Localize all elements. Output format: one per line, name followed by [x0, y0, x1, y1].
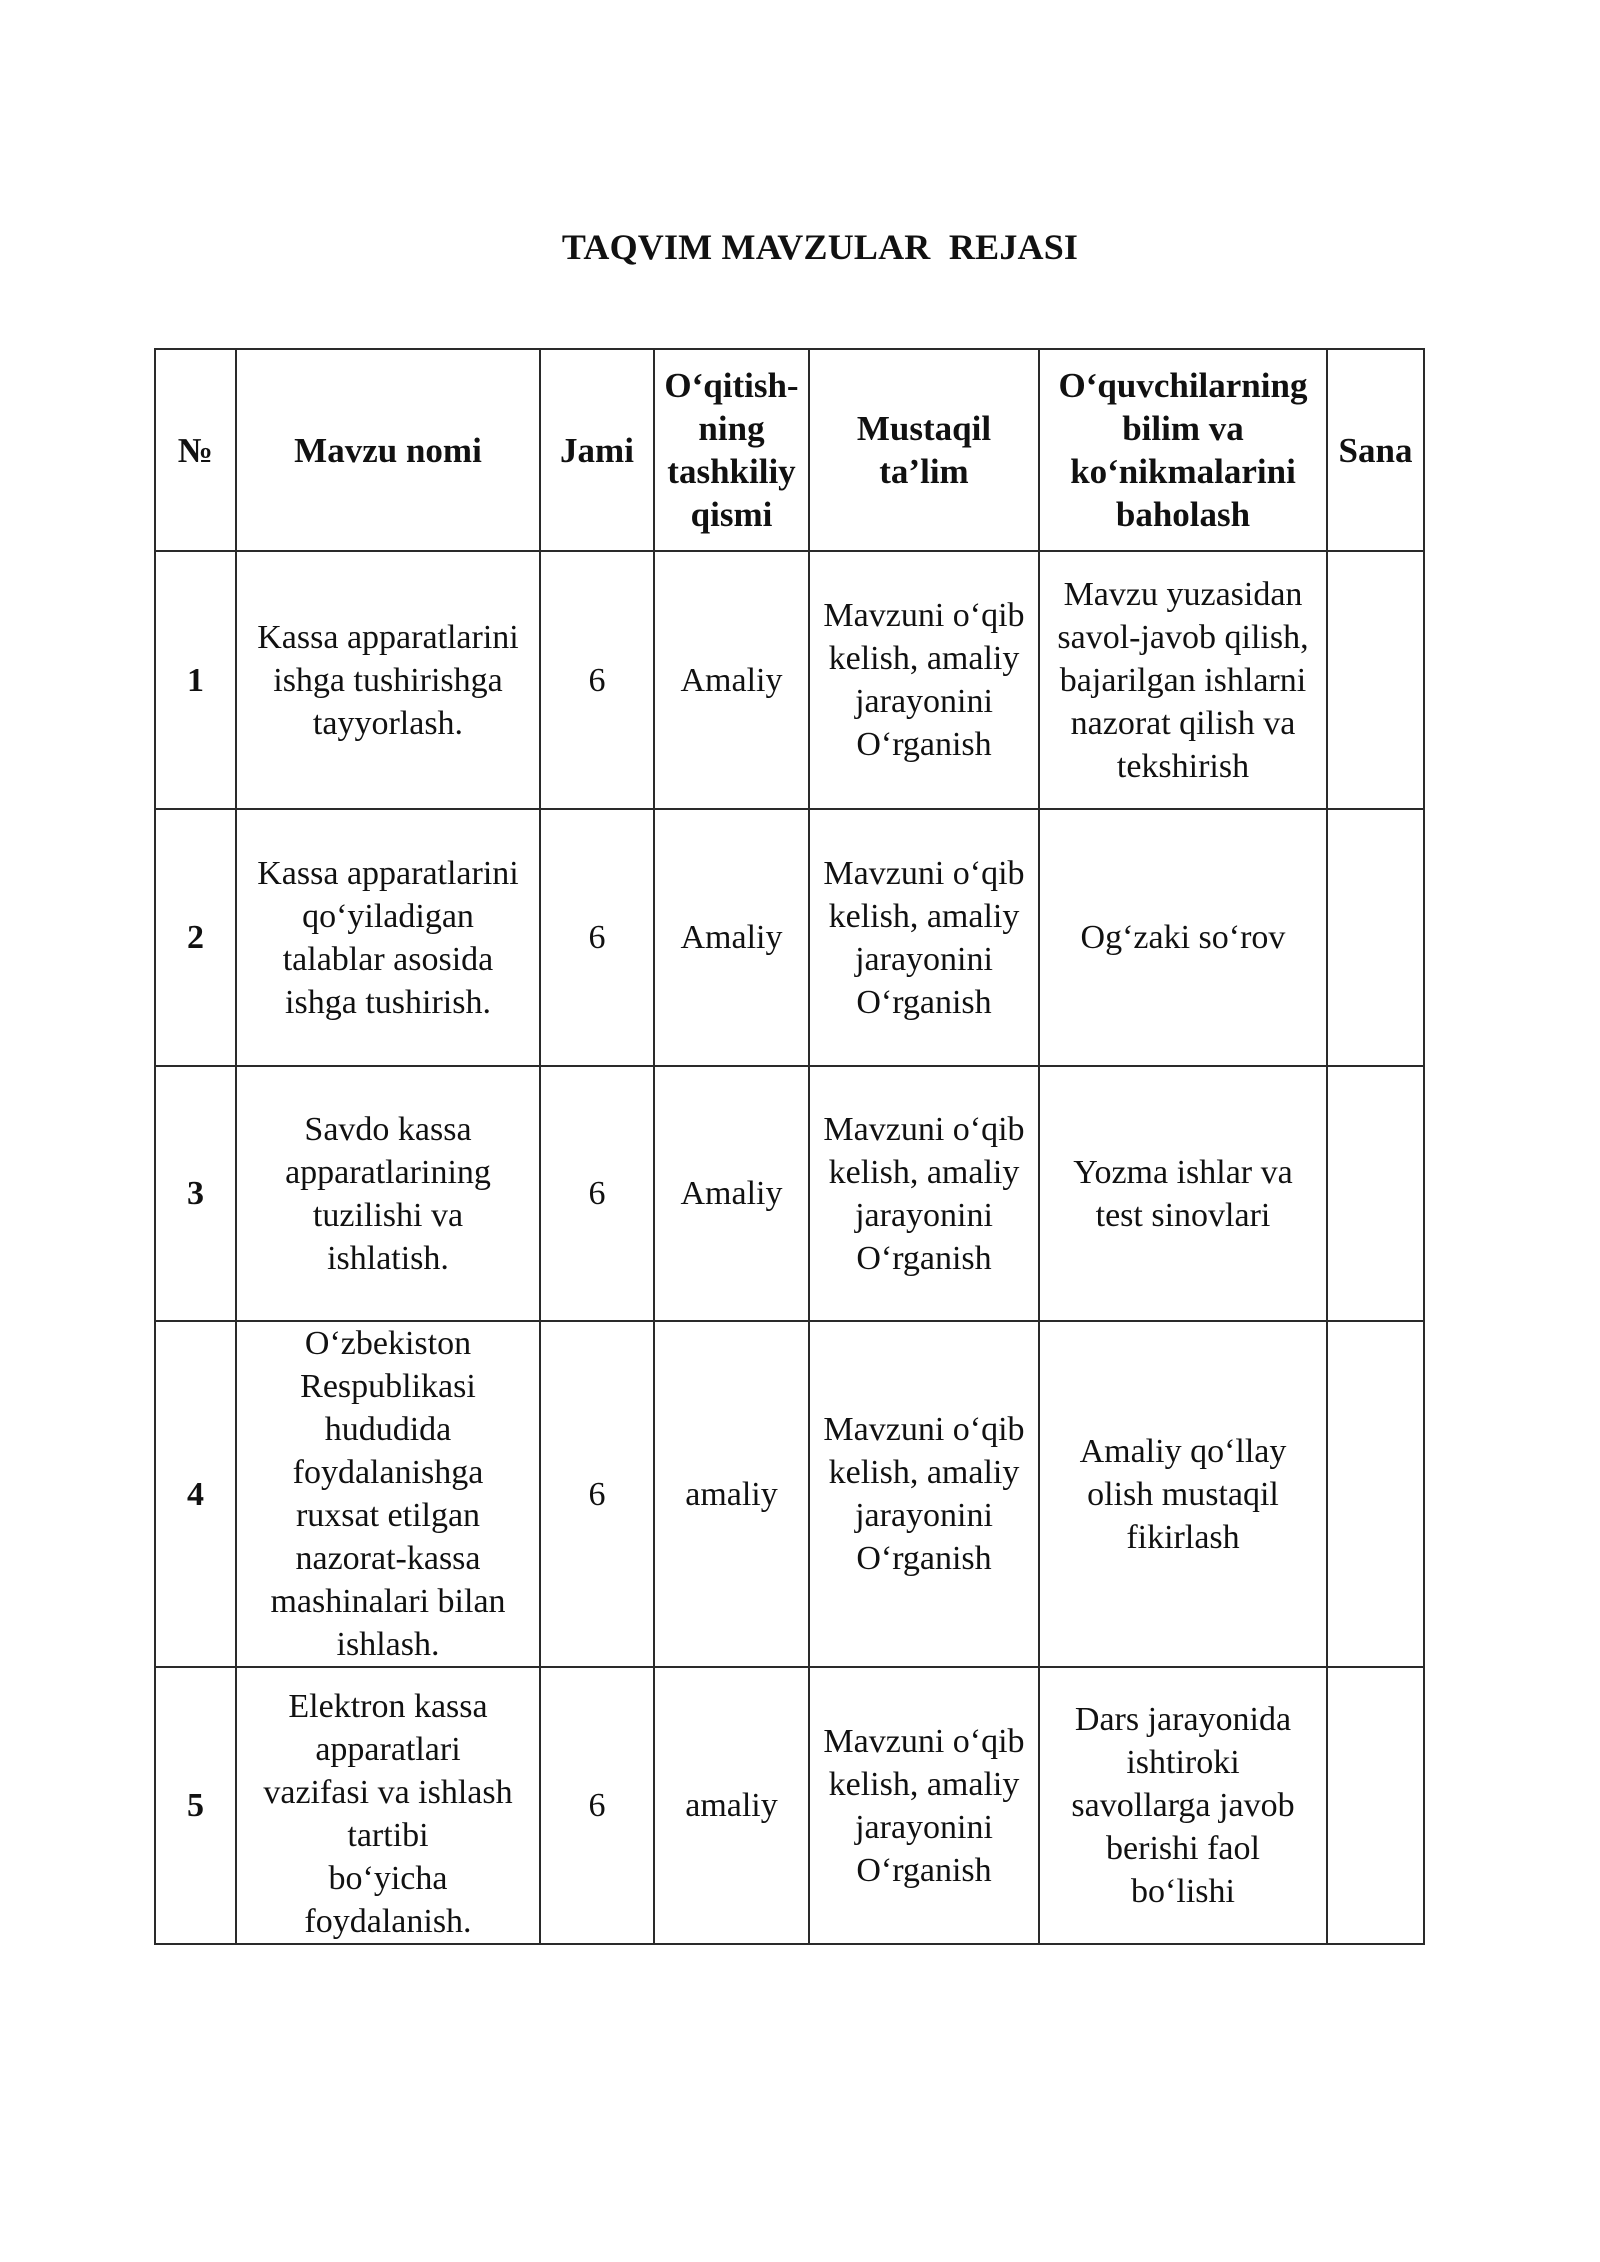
row-total: 6 [540, 551, 654, 809]
row-topic: Kassa apparatlarini ishga tushirishga tayyorlash. [236, 551, 540, 809]
header-date: Sana [1327, 349, 1424, 551]
table-row [155, 1321, 1424, 1667]
row-date [1327, 1667, 1424, 1944]
table-row [155, 551, 1424, 809]
row-org-part: Amaliy [654, 551, 809, 809]
row-topic: Savdo kassa apparatlarining tuzilishi va ishlatish. [236, 1066, 540, 1321]
header-org-part: O‘qitish- ning tashkiliy qismi [654, 349, 809, 551]
row-num: 4 [155, 1321, 236, 1667]
row-self-study: Mavzuni o‘qib kelish, amaliy jarayonini O‘rganish [809, 1667, 1039, 1944]
row-topic: O‘zbekiston Respublikasi hududida foydalanishga ruxsat etilgan nazorat-kassa mashinalari bilan ishlash. [236, 1321, 540, 1667]
page-title: TAQVIM MAVZULAR REJASI [561, 227, 1079, 267]
table-row [155, 809, 1424, 1066]
row-assessment: Yozma ishlar va test sinovlari [1039, 1066, 1327, 1321]
calendar-plan-table [154, 348, 1425, 1945]
row-org-part: Amaliy [654, 809, 809, 1066]
table-header-row [155, 349, 1424, 551]
row-topic: Kassa apparatlarini qo‘yiladigan talablar asosida ishga tushirish. [236, 809, 540, 1066]
row-assessment: Dars jarayonida ishtiroki savollarga javob berishi faol bo‘lishi [1039, 1667, 1327, 1944]
row-org-part: Amaliy [654, 1066, 809, 1321]
row-num: 1 [155, 551, 236, 809]
row-total: 6 [540, 1321, 654, 1667]
row-date [1327, 1321, 1424, 1667]
row-num: 2 [155, 809, 236, 1066]
row-total: 6 [540, 809, 654, 1066]
header-topic: Mavzu nomi [236, 349, 540, 551]
row-org-part: amaliy [654, 1321, 809, 1667]
row-self-study: Mavzuni o‘qib kelish, amaliy jarayonini O‘rganish [809, 1321, 1039, 1667]
row-num: 3 [155, 1066, 236, 1321]
row-date [1327, 551, 1424, 809]
header-self-study: Mustaqil ta’lim [809, 349, 1039, 551]
header-total: Jami [540, 349, 654, 551]
row-self-study: Mavzuni o‘qib kelish, amaliy jarayonini O‘rganish [809, 809, 1039, 1066]
table-row [155, 1667, 1424, 1944]
row-assessment: Mavzu yuzasidan savol-javob qilish, bajarilgan ishlarni nazorat qilish va tekshirish [1039, 551, 1327, 809]
table-row [155, 1066, 1424, 1321]
row-date [1327, 809, 1424, 1066]
row-self-study: Mavzuni o‘qib kelish, amaliy jarayonini O‘rganish [809, 551, 1039, 809]
row-num: 5 [155, 1667, 236, 1944]
row-assessment: Og‘zaki so‘rov [1039, 809, 1327, 1066]
row-topic: Elektron kassa apparatlari vazifasi va ishlash tartibi bo‘yicha foydalanish. [236, 1667, 540, 1944]
row-self-study: Mavzuni o‘qib kelish, amaliy jarayonini O‘rganish [809, 1066, 1039, 1321]
row-total: 6 [540, 1066, 654, 1321]
row-org-part: amaliy [654, 1667, 809, 1944]
row-total: 6 [540, 1667, 654, 1944]
row-assessment: Amaliy qo‘llay olish mustaqil fikirlash [1039, 1321, 1327, 1667]
row-date [1327, 1066, 1424, 1321]
header-num: № [155, 349, 236, 551]
header-assessment: O‘quvchilarning bilim va ko‘nikmalarini baholash [1039, 349, 1327, 551]
